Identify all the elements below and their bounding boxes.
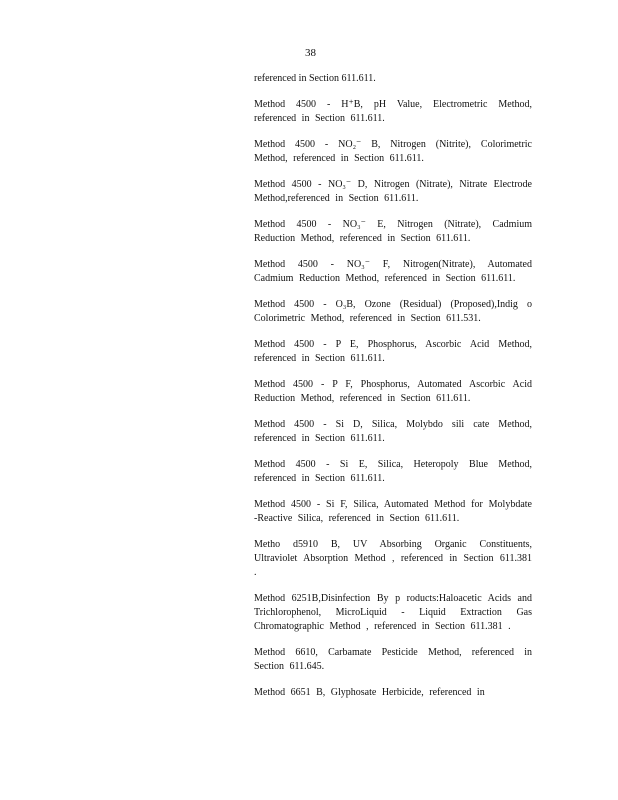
method-entry: Method 4500 - Si E, Silica, Heteropoly Blue Method, referenced in Section 611.611. — [254, 459, 532, 484]
continued-line: referenced in Section 611.611. — [254, 73, 376, 84]
method-entry: Method 4500 - P F, Phosphorus, Automated Ascorbic Acid Reduction Method, referenced in Section 611.611. — [254, 379, 532, 404]
method-entry: Method 4500 - Si F, Silica, Automated Method for Molybdate -Reactive Silica, referenced in Section 611.611. — [254, 499, 532, 524]
method-entry: Method 4500 - O₃B, Ozone (Residual) (Proposed),Indig o Colorimetric Method, referenced in Section 611.531. — [254, 299, 532, 324]
method-entry: Metho d5910 B, UV Absorbing Organic Constituents, Ultraviolet Absorption Method , referenced in Section 611.381 . — [254, 539, 532, 578]
method-entry: Method 4500 - NO₃⁻ E, Nitrogen (Nitrate), Cadmium Reduction Method, referenced in Section 611.611. — [254, 219, 532, 244]
method-entry: Method 4500 - NO₂⁻ B, Nitrogen (Nitrite), Colorimetric Method, referenced in Section 611.611. — [254, 139, 532, 164]
method-entry: Method 4500 - H⁺B, pH Value, Electrometric Method, referenced in Section 611.611. — [254, 99, 532, 124]
method-entry: Method 4500 - Si D, Silica, Molybdo sili cate Method, referenced in Section 611.611. — [254, 419, 532, 444]
method-entry: Method 6251B,Disinfection By p roducts:Haloacetic Acids and Trichlorophenol, MicroLiquid - Liquid Extraction Gas Chromatographic Method , referenced in Section 611.381 . — [254, 593, 532, 632]
method-entry: Method 6610, Carbamate Pesticide Method, referenced in Section 611.645. — [254, 647, 532, 672]
method-entry: Method 4500 - NO₃⁻ D, Nitrogen (Nitrate), Nitrate Electrode Method,referenced in Section 611.611. — [254, 179, 532, 204]
method-entry: Method 6651 B, Glyphosate Herbicide, referenced in — [254, 687, 485, 698]
method-list — [254, 98, 532, 712]
method-entry: Method 4500 - P E, Phosphorus, Ascorbic Acid Method, referenced in Section 611.611. — [254, 339, 532, 364]
page-number: 38 — [305, 47, 316, 59]
method-entry: Method 4500 - NO₃⁻ F, Nitrogen(Nitrate), Automated Cadmium Reduction Method, referenced in Section 611.611. — [254, 259, 532, 284]
